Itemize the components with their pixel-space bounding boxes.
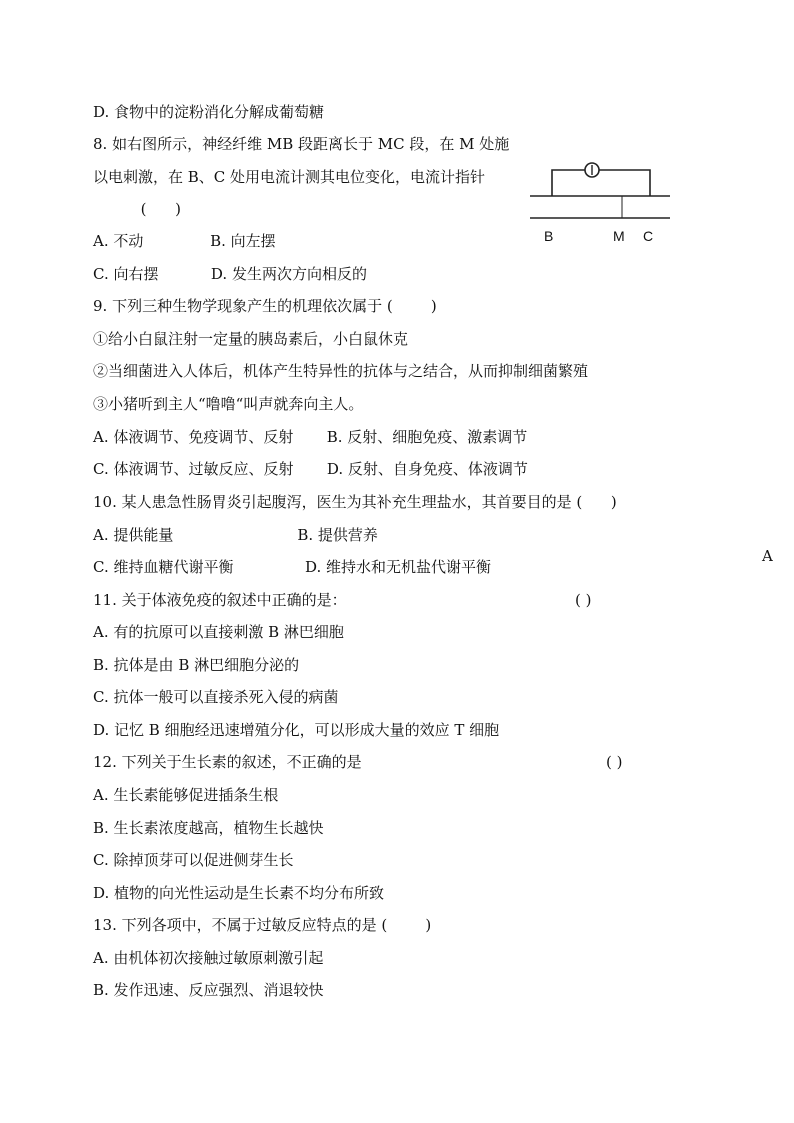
galvanometer-wire	[552, 170, 650, 196]
text-line: 9. 下列三种生物学现象产生的机理依次属于 ( )	[93, 297, 437, 315]
option-line: A. 不动 B. 向左摆	[93, 232, 276, 250]
label-c: C	[643, 228, 654, 244]
option-line: C. 体液调节、过敏反应、反射 D. 反射、自身免疫、体液调节	[93, 460, 528, 478]
option-line: A. 由机体初次接触过敏原刺激引起	[93, 949, 324, 967]
text-line: ①给小白鼠注射一定量的胰岛素后，小白鼠休克	[93, 330, 409, 348]
option-line: B. 发作迅速、反应强烈、消退较快	[93, 981, 324, 999]
option-line: B. 抗体是由 B 淋巴细胞分泌的	[93, 656, 300, 674]
option-line: A. 体液调节、免疫调节、反射 B. 反射、细胞免疫、激素调节	[93, 428, 528, 446]
option-line: C. 除掉顶芽可以促进侧芽生长	[93, 851, 294, 869]
option-line: A. 生长素能够促进插条生根	[93, 786, 279, 804]
text-line: 10. 某人患急性肠胃炎引起腹泻，医生为其补充生理盐水，其首要目的是 ( )	[93, 493, 617, 511]
text-line: 8. 如右图所示，神经纤维 MB 段距离长于 MC 段，在 M 处施	[93, 135, 510, 153]
option-line: C. 维持血糖代谢平衡 D. 维持水和无机盐代谢平衡	[93, 558, 492, 576]
text-line: D. 食物中的淀粉消化分解成葡萄糖	[93, 103, 325, 121]
text-line: 13. 下列各项中，不属于过敏反应特点的是 ( )	[93, 916, 432, 934]
nerve-fiber-figure	[530, 160, 670, 250]
text-line: 以电刺激，在 B、C 处用电流计测其电位变化，电流计指针	[93, 168, 486, 186]
option-line: A. 有的抗原可以直接刺激 B 淋巴细胞	[93, 623, 344, 641]
text-line: 11. 关于体液免疫的叙述中正确的是：	[93, 591, 347, 609]
option-line: A. 提供能量 B. 提供营养	[93, 526, 378, 544]
margin-mark: A	[762, 547, 773, 565]
answer-blank: ( )	[93, 200, 181, 218]
label-b: B	[544, 228, 554, 244]
option-line: C. 向右摆 D. 发生两次方向相反的	[93, 265, 367, 283]
option-line: D. 记忆 B 细胞经迅速增殖分化，可以形成大量的效应 T 细胞	[93, 721, 500, 739]
option-line: D. 植物的向光性运动是生长素不均分布所致	[93, 884, 385, 902]
option-line: B. 生长素浓度越高，植物生长越快	[93, 819, 324, 837]
text-line: 12. 下列关于生长素的叙述，不正确的是	[93, 753, 362, 771]
answer-blank: ( )	[575, 591, 592, 609]
label-m: M	[613, 228, 625, 244]
text-line: ②当细菌进入人体后，机体产生特异性的抗体与之结合，从而抑制细菌繁殖	[93, 362, 589, 380]
text-line: ③小猪听到主人“噜噜“叫声就奔向主人。	[93, 395, 364, 413]
answer-blank: ( )	[606, 753, 623, 771]
option-line: C. 抗体一般可以直接杀死入侵的病菌	[93, 688, 339, 706]
